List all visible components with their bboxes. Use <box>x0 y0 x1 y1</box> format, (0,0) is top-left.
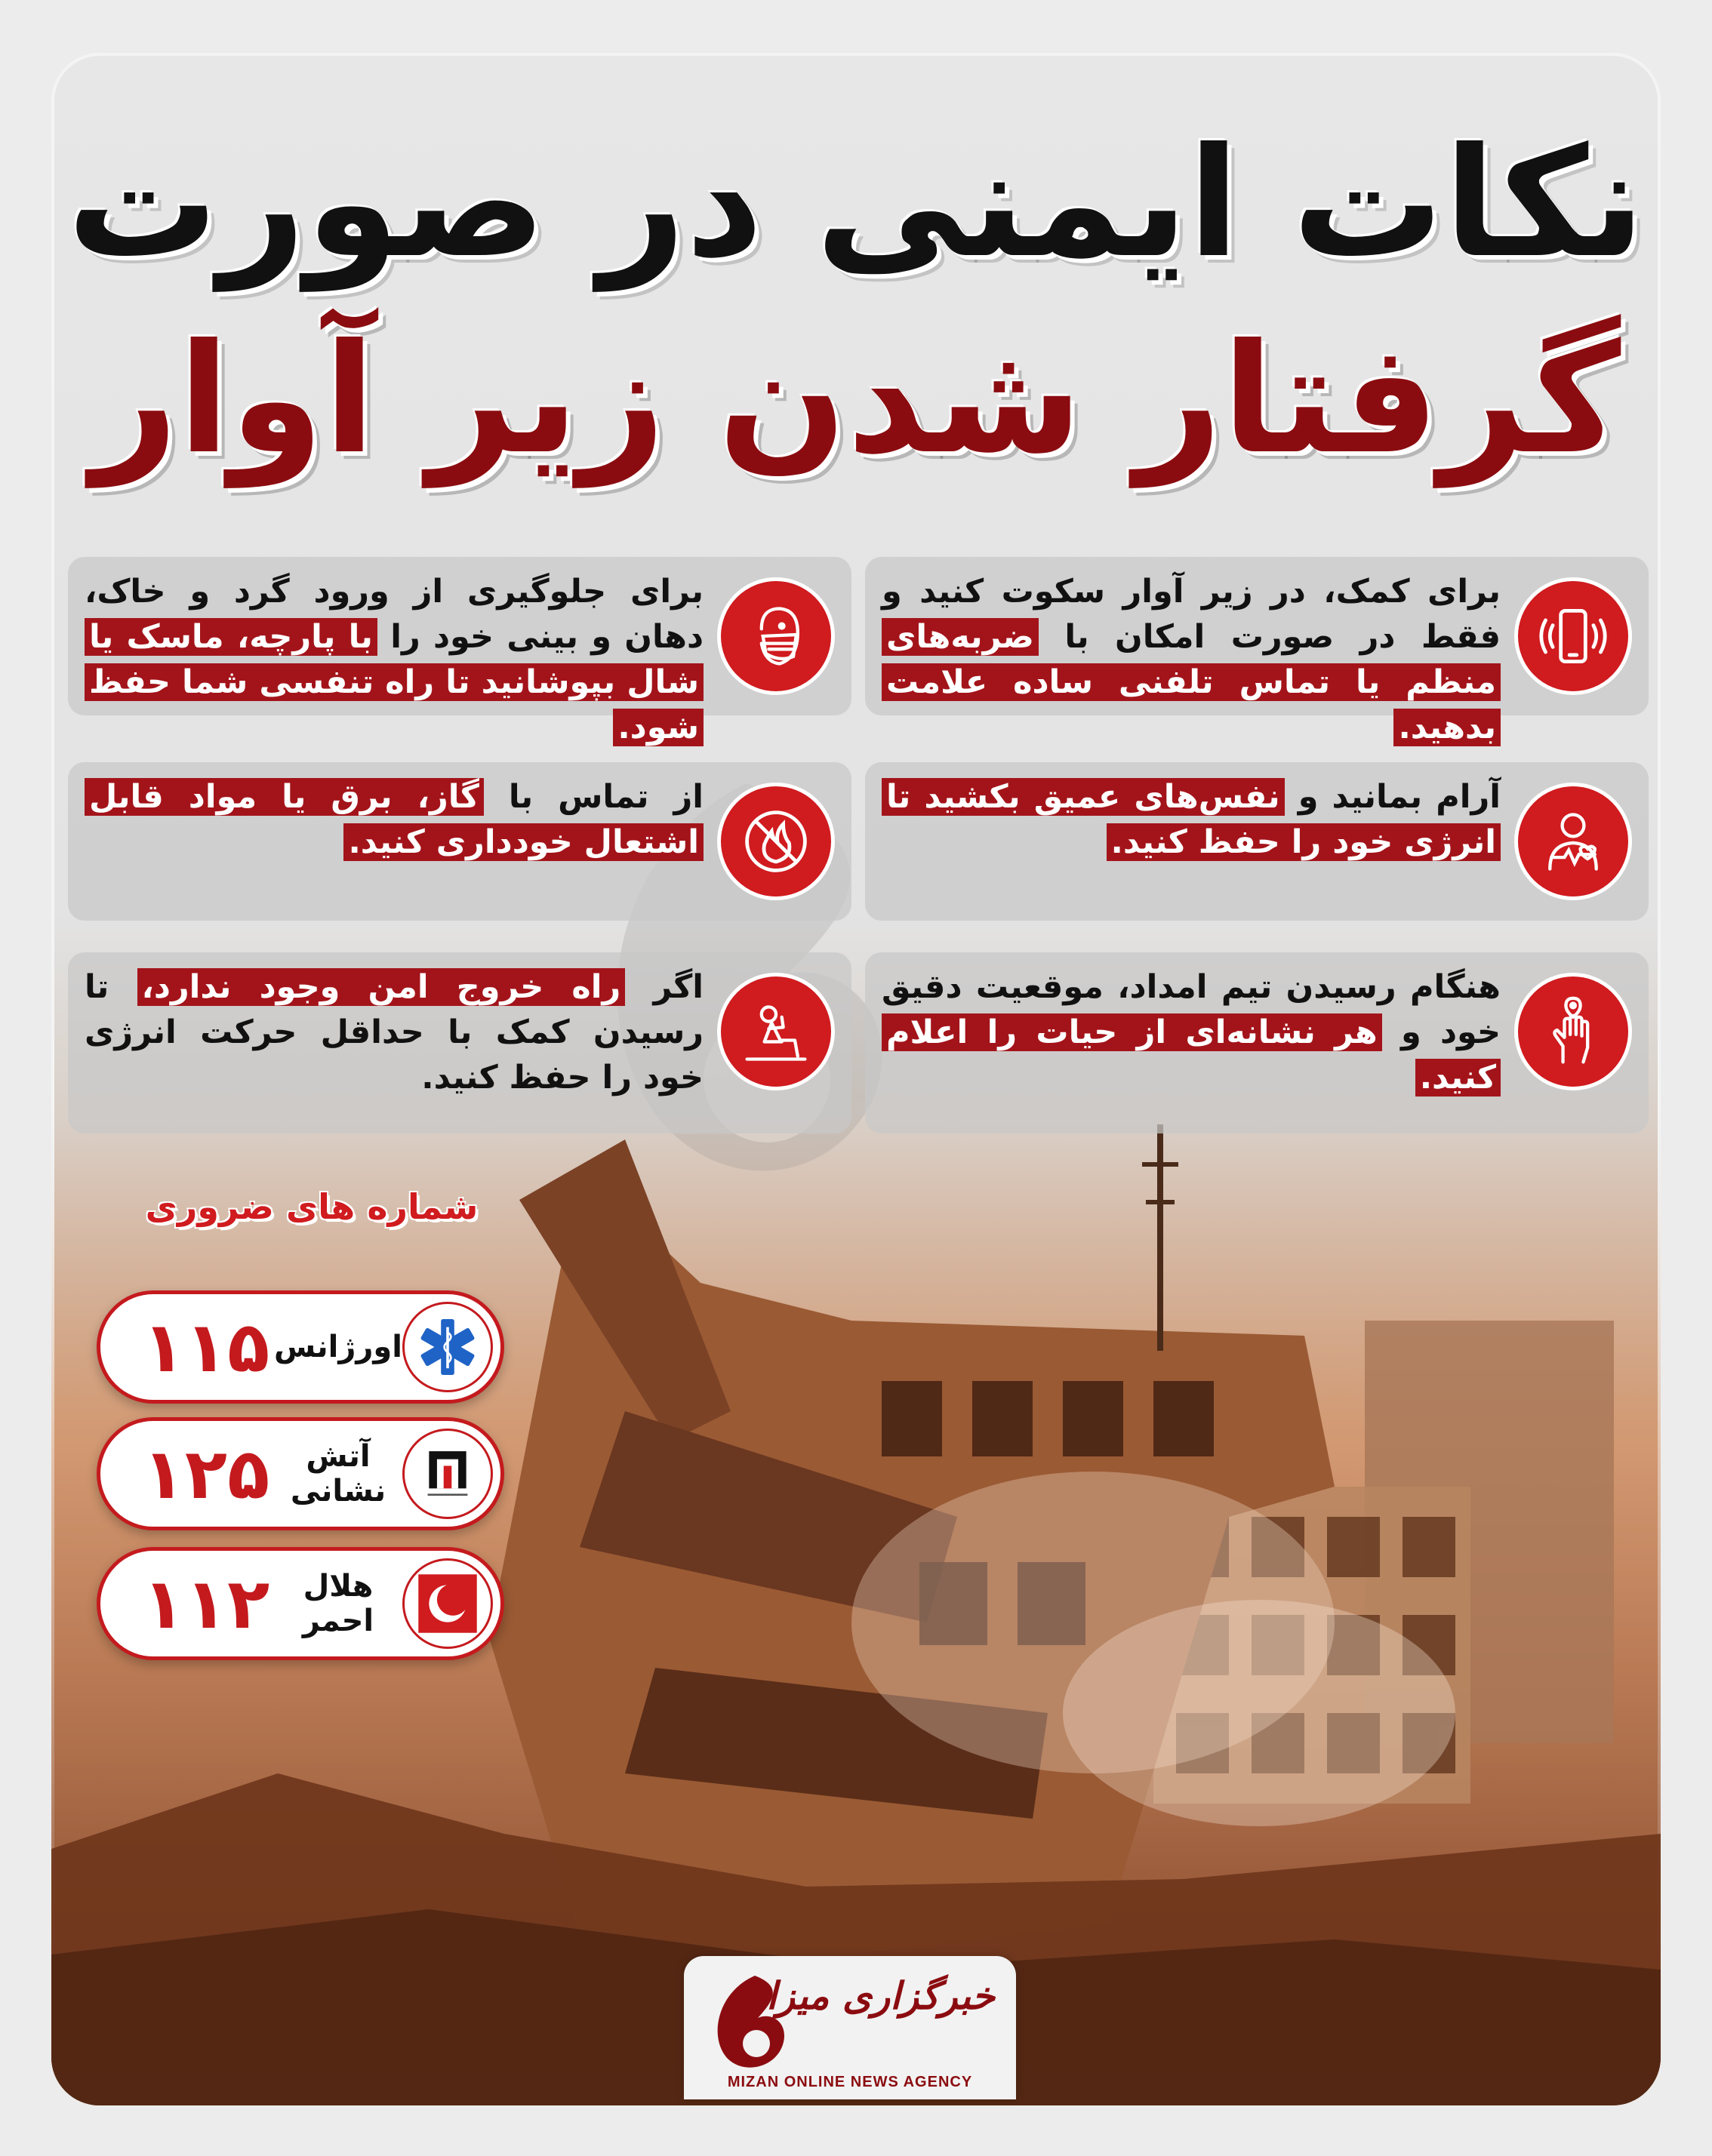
emergency-number-fire[interactable] <box>97 1417 504 1530</box>
tip-card-mask <box>68 557 851 746</box>
red-crescent-icon <box>402 1558 493 1649</box>
sitting-person-icon <box>717 973 835 1090</box>
emergency-number: ۱۱۲ <box>142 1563 270 1644</box>
mask-face-icon <box>717 577 835 695</box>
infographic-frame <box>51 53 1661 2105</box>
tip-text: هنگام رسیدن تیم امداد، موقعیت دقیق خود و هر نشانه‌ای از حیات را اعلام کنید. <box>882 968 1501 1096</box>
no-fire-icon <box>717 783 835 900</box>
emergency-label: اورژانس <box>274 1330 402 1364</box>
tip-text: آرام بمانید و نفس‌های عمیق بکشید تا انرژی خود را حفظ کنید. <box>882 774 1501 865</box>
logo-name-en: MIZAN ONLINE NEWS AGENCY <box>727 2074 973 2090</box>
emergency-number: ۱۱۵ <box>142 1306 270 1388</box>
tip-card-no-fire <box>68 762 851 921</box>
phone-vibrate-icon <box>1514 577 1632 695</box>
emergency-number: ۱۲۵ <box>142 1433 270 1515</box>
tip-card-conserve <box>68 952 851 1133</box>
star-of-life-icon <box>402 1302 493 1392</box>
emergency-number-ambulance[interactable] <box>97 1290 504 1404</box>
emergency-numbers-title: شماره های ضروری <box>145 1186 479 1227</box>
tip-card-report <box>865 952 1649 1133</box>
page-title-line-1: نکات ایمنی در صورت <box>66 115 1646 291</box>
tip-text: برای کمک، در زیر آوار سکوت کنید و فقط در صورت امکان با ضربه‌های منظم یا تماس تلفنی ساده علامت بدهید. <box>882 573 1501 746</box>
page-title-line-2: گرفتار شدن زیر آوار <box>91 312 1621 487</box>
logo-name-fa: خبرگزاری میزان <box>738 1974 995 2018</box>
tip-text: برای جلوگیری از ورود گرد و خاک، دهان و بینی خود را با پارچه، ماسک یا شال بپوشانید تا راه تنفسی شما حفظ شود. <box>85 573 704 746</box>
tip-card-signal <box>865 557 1649 746</box>
mizan-logo <box>684 1956 1016 2099</box>
emergency-number-red-crescent[interactable] <box>97 1547 504 1660</box>
fire-department-icon <box>402 1429 493 1519</box>
emergency-label: آتش نشانی <box>290 1439 386 1509</box>
tip-card-calm <box>865 762 1649 921</box>
tip-text: از تماس با گاز، برق یا مواد قابل اشتعال خودداری کنید. <box>85 774 704 865</box>
breathing-person-icon <box>1514 783 1632 900</box>
hand-location-icon <box>1514 973 1632 1090</box>
tip-text: اگر راه خروج امن وجود ندارد، تا رسیدن کمک با حداقل حرکت انرژی خود را حفظ کنید. <box>85 968 704 1096</box>
emergency-label: هلال احمر <box>302 1569 374 1638</box>
